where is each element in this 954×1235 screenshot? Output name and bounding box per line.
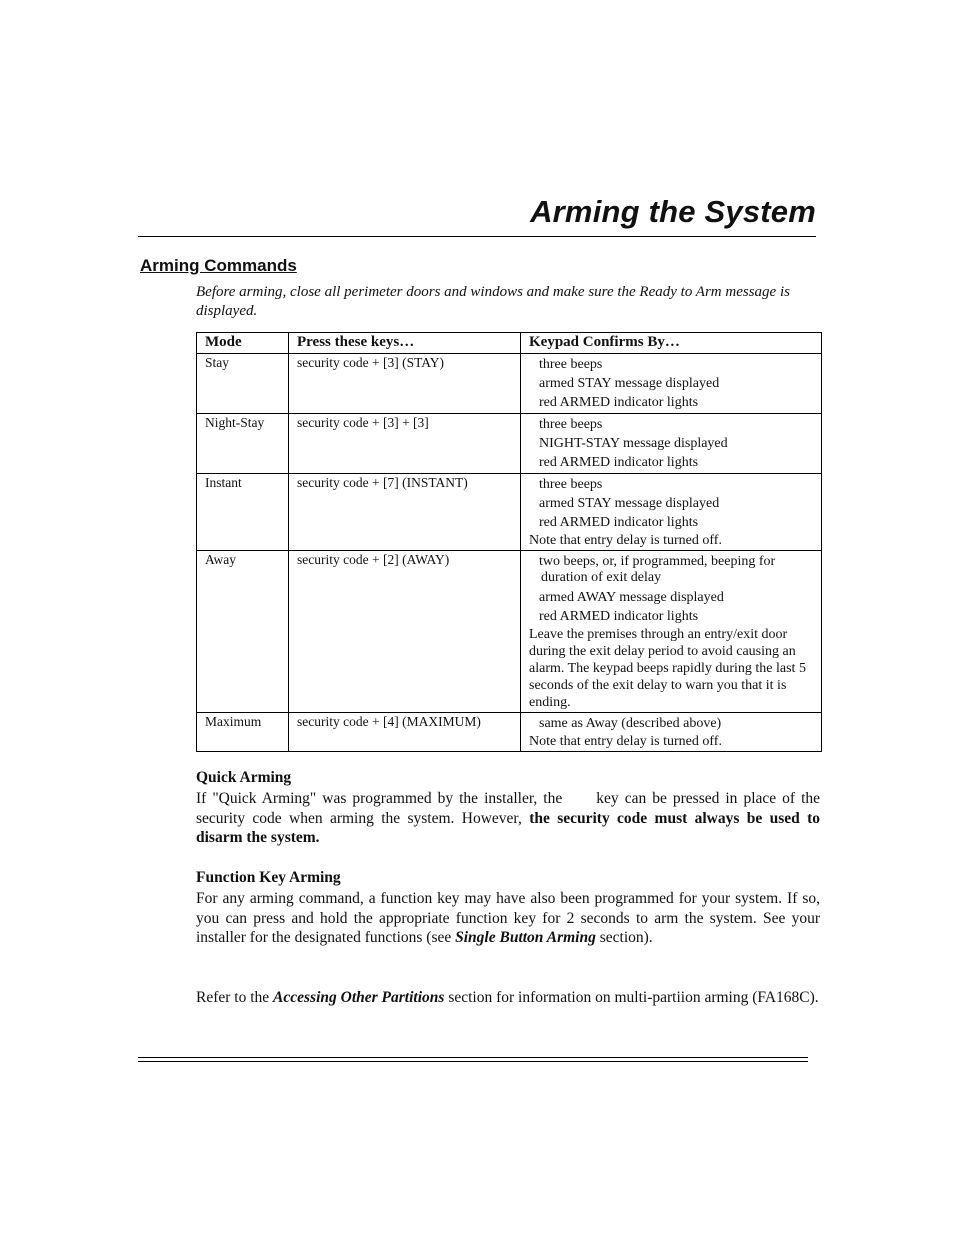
title-rule xyxy=(138,236,816,237)
confirm-item: same as Away (described above) xyxy=(539,716,722,731)
table-row xyxy=(197,551,822,713)
page-title: Arming the System xyxy=(530,194,816,229)
confirm-item: red ARMED indicator lights xyxy=(539,395,699,410)
mode-cell: Instant xyxy=(197,474,289,551)
keys-cell: security code + [3] (STAY) xyxy=(289,354,521,414)
confirm-item: armed STAY message displayed xyxy=(539,496,720,511)
mode-cell: Maximum xyxy=(197,713,289,752)
table-row xyxy=(197,354,822,414)
table-row xyxy=(197,713,822,752)
keys-cell: security code + [4] (MAXIMUM) xyxy=(289,713,521,752)
function-key-paragraph xyxy=(196,889,820,948)
function-key-text: section). xyxy=(599,929,653,946)
confirm-item: three beeps xyxy=(539,477,603,492)
keys-cell: security code + [3] + [3] xyxy=(289,414,521,474)
refer-text: Refer to the xyxy=(196,989,270,1006)
confirm-item: three beeps xyxy=(539,417,603,432)
confirm-item: two beeps, or, if programmed, beeping for xyxy=(539,554,776,569)
confirms-cell xyxy=(521,414,822,474)
confirm-item: NIGHT-STAY message displayed xyxy=(539,436,728,451)
function-key-text: For any arming command, a function key may have also been programmed for your system. If so, you can press and hold the appropriate function key for 2 seconds to arm the system. See your installer for the designated functions (see xyxy=(196,890,820,946)
refer-paragraph xyxy=(196,988,820,1008)
mode-cell: Stay xyxy=(197,354,289,414)
quick-arming-text: If "Quick Arming" was programmed by the installer, the xyxy=(196,790,563,807)
confirm-item-continuation: duration of exit delay xyxy=(541,570,662,585)
quick-arming-paragraph xyxy=(196,789,820,848)
quick-arming-heading: Quick Arming xyxy=(196,769,292,786)
keys-cell: security code + [2] (AWAY) xyxy=(289,551,521,713)
confirms-cell xyxy=(521,713,822,752)
quick-arming-warning: the security code must always be used to disarm the system. xyxy=(196,809,821,846)
quick-arming-text: key can be pressed in place of the security code when arming the system. However, xyxy=(196,790,821,827)
confirm-item: three beeps xyxy=(539,357,603,372)
confirm-item: red ARMED indicator lights xyxy=(539,515,699,530)
confirm-item: red ARMED indicator lights xyxy=(539,609,699,624)
table-row xyxy=(197,414,822,474)
mode-cell: Night-Stay xyxy=(197,414,289,474)
confirms-cell xyxy=(521,474,822,551)
confirm-item: red ARMED indicator lights xyxy=(539,455,699,470)
header-confirms: Keypad Confirms By… xyxy=(521,333,822,354)
function-key-heading: Function Key Arming xyxy=(196,869,341,886)
confirm-note: Leave the premises through an entry/exit door during the exit delay period to avoid causing an alarm. The keypad beeps rapidly during the last 5 seconds of the exit delay to warn you that it is ending. xyxy=(529,627,806,710)
section-heading: Arming Commands xyxy=(140,256,297,275)
table-row xyxy=(197,474,822,551)
intro-text: Before arming, close all perimeter doors and windows and make sure the Ready to Arm message is displayed. xyxy=(196,284,790,319)
confirms-cell xyxy=(521,551,822,713)
table-header-row xyxy=(197,333,822,354)
mode-cell: Away xyxy=(197,551,289,713)
confirms-cell xyxy=(521,354,822,414)
refer-text: section for information on multi-partiion arming (FA168C). xyxy=(448,989,819,1006)
arming-commands-table xyxy=(196,332,822,752)
confirm-item: armed AWAY message displayed xyxy=(539,590,724,605)
single-button-arming-ref: Single Button Arming xyxy=(455,929,596,946)
confirm-note: Note that entry delay is turned off. xyxy=(529,533,722,548)
footer-rule xyxy=(138,1057,808,1062)
accessing-partitions-ref: Accessing Other Partitions xyxy=(273,989,445,1006)
keys-cell: security code + [7] (INSTANT) xyxy=(289,474,521,551)
header-mode: Mode xyxy=(197,333,289,354)
confirm-item: armed STAY message displayed xyxy=(539,376,720,391)
header-keys: Press these keys… xyxy=(289,333,521,354)
confirm-note: Note that entry delay is turned off. xyxy=(529,734,722,749)
